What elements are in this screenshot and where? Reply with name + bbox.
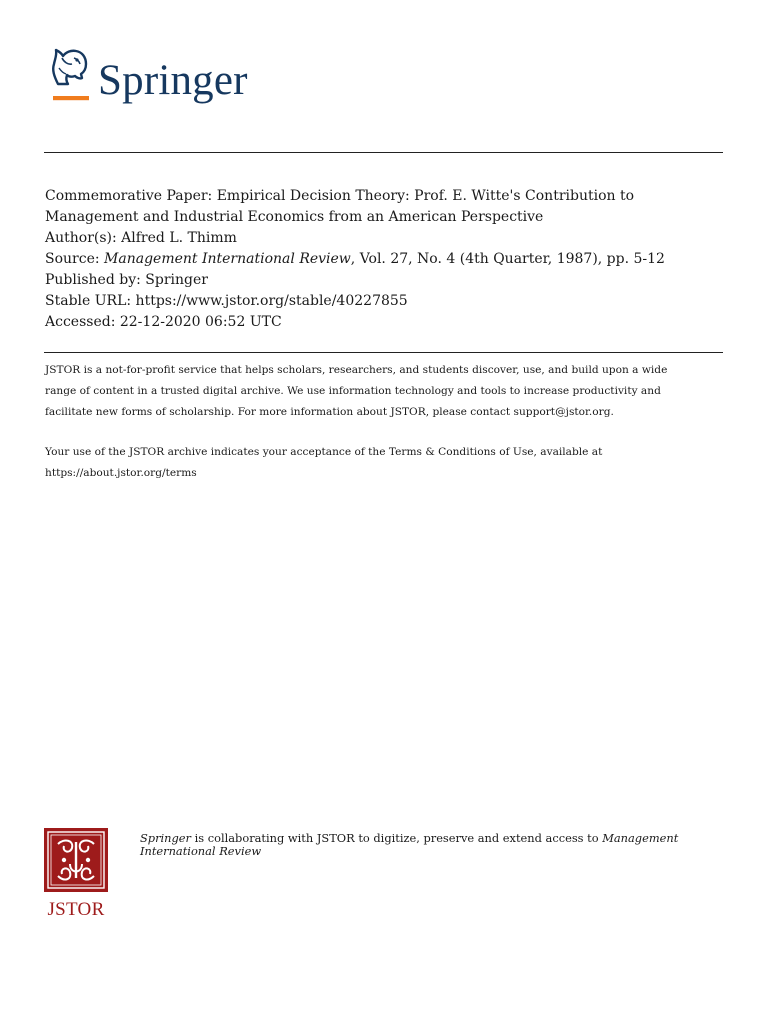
stable-url-label: Stable URL: <box>45 293 136 309</box>
collab-journal: Management <box>602 831 679 845</box>
article-accessed: Accessed: 22-12-2020 06:52 UTC <box>45 314 282 330</box>
notice-line: facilitate new forms of scholarship. For more information about JSTOR, please contact support@jstor.org. <box>45 406 614 418</box>
collab-line2 <box>140 845 700 858</box>
stable-url-link[interactable]: https://www.jstor.org/stable/40227855 <box>135 293 408 309</box>
article-publisher: Published by: Springer <box>45 272 208 288</box>
collab-text: is collaborating with JSTOR to digitize, preserve and extend access to <box>191 831 603 845</box>
top-divider <box>44 152 723 153</box>
article-title-line2: Management and Industrial Economics from an American Perspective <box>45 209 544 225</box>
source-journal: Management International Review <box>104 251 351 267</box>
article-title-line1: Commemorative Paper: Empirical Decision Theory: Prof. E. Witte's Contribution to <box>45 188 635 204</box>
terms-url-link[interactable]: https://about.jstor.org/terms <box>45 467 197 479</box>
terms-notice-line: Your use of the JSTOR archive indicates your acceptance of the Terms & Conditions of Use, available at <box>45 446 603 458</box>
article-authors: Author(s): Alfred L. Thimm <box>45 230 237 246</box>
source-details: , Vol. 27, No. 4 (4th Quarter, 1987), pp. 5-12 <box>350 251 665 267</box>
notice-line: range of content in a trusted digital archive. We use information technology and tools to increase productivity and <box>45 385 661 397</box>
article-metadata <box>45 186 735 333</box>
jstor-logo <box>44 828 108 921</box>
jstor-notice <box>45 360 725 484</box>
springer-logo <box>44 44 248 105</box>
middle-divider <box>44 352 723 353</box>
jstor-wordmark: JSTOR <box>47 899 105 920</box>
collab-journal-cont: International Review <box>140 844 262 858</box>
jstor-emblem-icon <box>44 828 108 892</box>
springer-horse-icon <box>44 44 90 104</box>
springer-wordmark: Springer <box>98 57 248 104</box>
collab-publisher: Springer <box>140 831 191 845</box>
source-label: Source: <box>45 251 105 267</box>
notice-line: JSTOR is a not-for-profit service that helps scholars, researchers, and students discover, use, and build upon a wide <box>45 364 668 376</box>
collaboration-statement <box>140 832 700 858</box>
article-stable-url <box>45 291 735 312</box>
article-source <box>45 249 735 270</box>
